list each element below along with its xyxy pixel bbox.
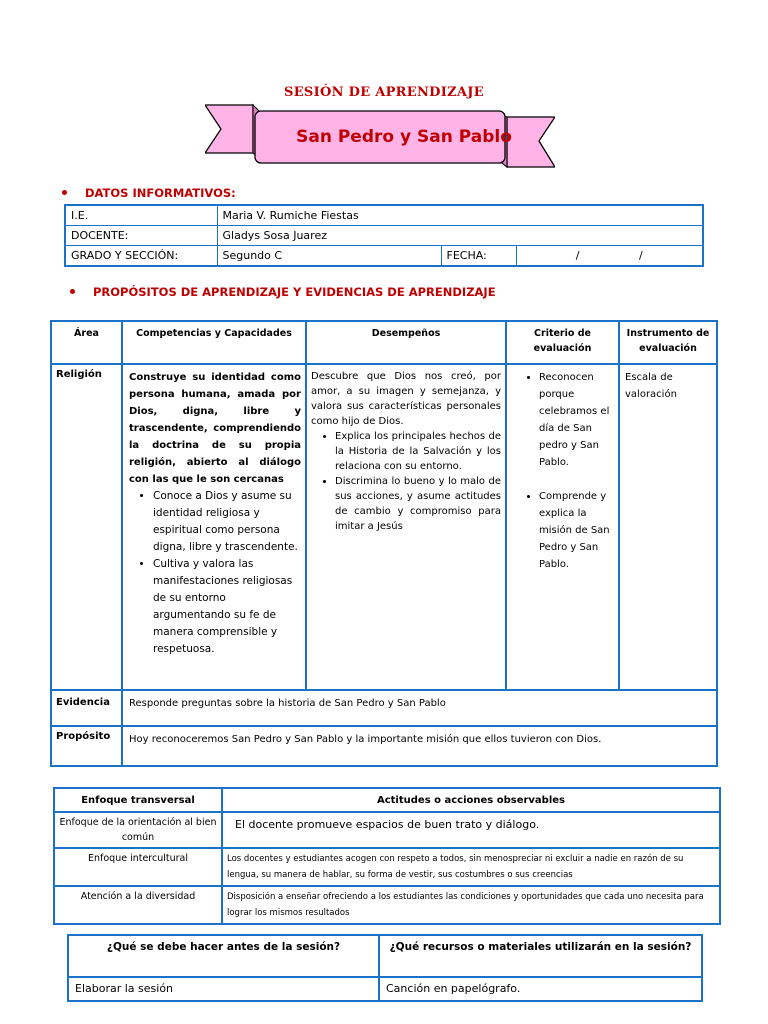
table-header-row xyxy=(68,935,702,977)
header-enfoque: Enfoque transversal xyxy=(54,788,222,812)
header-recursos: ¿Qué recursos o materiales utilizarán en la sesión? xyxy=(379,935,702,977)
preparacion-table xyxy=(67,934,703,1002)
criterios-cell xyxy=(506,364,619,690)
ie-value: Maria V. Rumiche Fiestas xyxy=(217,205,703,226)
table-row xyxy=(54,848,720,886)
header-instrumento: Instrumento de evaluación xyxy=(619,321,717,364)
header-area: Área xyxy=(51,321,122,364)
enfoque-label: Enfoque intercultural xyxy=(54,848,222,886)
document-heading: SESIÓN DE APRENDIZAJE xyxy=(284,85,484,100)
area-value: Religión xyxy=(51,364,122,690)
table-header-row xyxy=(51,321,717,364)
instrumento-value: Escala de valoración xyxy=(619,364,717,690)
table-row xyxy=(65,205,703,226)
propositos-table xyxy=(50,320,718,767)
list-item: • Discrimina lo bueno y lo malo de sus acciones, y asume actitudes de cambio y compromiso para imitar a Jesús xyxy=(335,474,501,534)
ie-label: I.E. xyxy=(65,205,217,226)
enfoque-actitud: El docente promueve espacios de buen trato y diálogo. xyxy=(222,812,720,848)
header-desempenos: Desempeños xyxy=(306,321,506,364)
table-header-row xyxy=(54,788,720,812)
enfoque-actitud: Los docentes y estudiantes acogen con respeto a todos, sin menospreciar ni excluir a nadie en razón de su lengua, su manera de hablar, su forma de vestir, sus costumbres o sus creencias xyxy=(222,848,720,886)
table-row xyxy=(65,226,703,246)
header-actitudes: Actitudes o acciones observables xyxy=(222,788,720,812)
evidencia-label: Evidencia xyxy=(51,690,122,726)
proposito-label: Propósito xyxy=(51,726,122,766)
grado-value: Segundo C xyxy=(217,246,441,267)
competencias-cell xyxy=(122,364,306,690)
bullet-icon xyxy=(62,190,67,195)
table-row xyxy=(51,364,717,690)
table-row xyxy=(65,246,703,267)
competencia-lead: Construye su identidad como persona humana, amada por Dios, digna, libre y trascendente, comprendiendo la doctrina de su propia religión, abierto al diálogo con las que le son cercanas xyxy=(129,372,301,485)
datos-section-title: DATOS INFORMATIVOS: xyxy=(62,186,236,200)
table-row xyxy=(51,690,717,726)
enfoque-label: Atención a la diversidad xyxy=(54,886,222,924)
docente-value: Gladys Sosa Juarez xyxy=(217,226,703,246)
list-item: • Conoce a Dios y asume su identidad religiosa y espiritual como persona digna, libre y trascendente. xyxy=(153,488,301,556)
table-row xyxy=(54,812,720,848)
antes-sesion-value: Elaborar la sesión xyxy=(68,977,379,1001)
criterios-list xyxy=(511,369,614,573)
evidencia-text: Responde preguntas sobre la historia de San Pedro y San Pablo xyxy=(122,690,717,726)
enfoque-actitud: Disposición a enseñar ofreciendo a los estudiantes las condiciones y oportunidades que cada uno necesita para lograr los mismos resultados xyxy=(222,886,720,924)
desempeno-intro: Descubre que Dios nos creó, por amor, a su imagen y semejanza, y valora sus características personales como hijo de Dios. xyxy=(311,371,501,427)
grado-label: GRADO Y SECCIÓN: xyxy=(65,246,217,267)
recursos-value: Canción en papelógrafo. xyxy=(379,977,702,1001)
desempenos-cell xyxy=(306,364,506,690)
capacidades-list xyxy=(129,488,301,658)
desempenos-list xyxy=(311,429,501,534)
table-row xyxy=(54,886,720,924)
enfoques-table xyxy=(53,787,721,925)
list-item: • Comprende y explica la misión de San Pedro y San Pablo. xyxy=(539,488,614,573)
list-item: • Explica los principales hechos de la Historia de la Salvación y los relaciona con su entorno. xyxy=(335,429,501,474)
list-item: • Cultiva y valora las manifestaciones religiosas de su entorno argumentando su fe de manera comprensible y respetuosa. xyxy=(153,556,301,658)
table-row xyxy=(68,977,702,1001)
enfoque-label: Enfoque de la orientación al bien común xyxy=(54,812,222,848)
header-competencias: Competencias y Capacidades xyxy=(122,321,306,364)
propositos-section-title: PROPÓSITOS DE APRENDIZAJE Y EVIDENCIAS DE APRENDIZAJE xyxy=(70,285,496,299)
header-criterio: Criterio de evaluación xyxy=(506,321,619,364)
proposito-text: Hoy reconoceremos San Pedro y San Pablo y la importante misión que ellos tuvieron con Dios. xyxy=(122,726,717,766)
docente-label: DOCENTE: xyxy=(65,226,217,246)
datos-table xyxy=(64,204,704,267)
table-row xyxy=(51,726,717,766)
header-antes-sesion: ¿Qué se debe hacer antes de la sesión? xyxy=(68,935,379,977)
bullet-icon xyxy=(70,289,75,294)
session-title: San Pedro y San Pablo xyxy=(296,127,512,147)
fecha-label: FECHA: xyxy=(441,246,516,267)
fecha-value: / / xyxy=(516,246,703,267)
list-item: • Reconocen porque celebramos el día de San pedro y San Pablo. xyxy=(539,369,614,471)
